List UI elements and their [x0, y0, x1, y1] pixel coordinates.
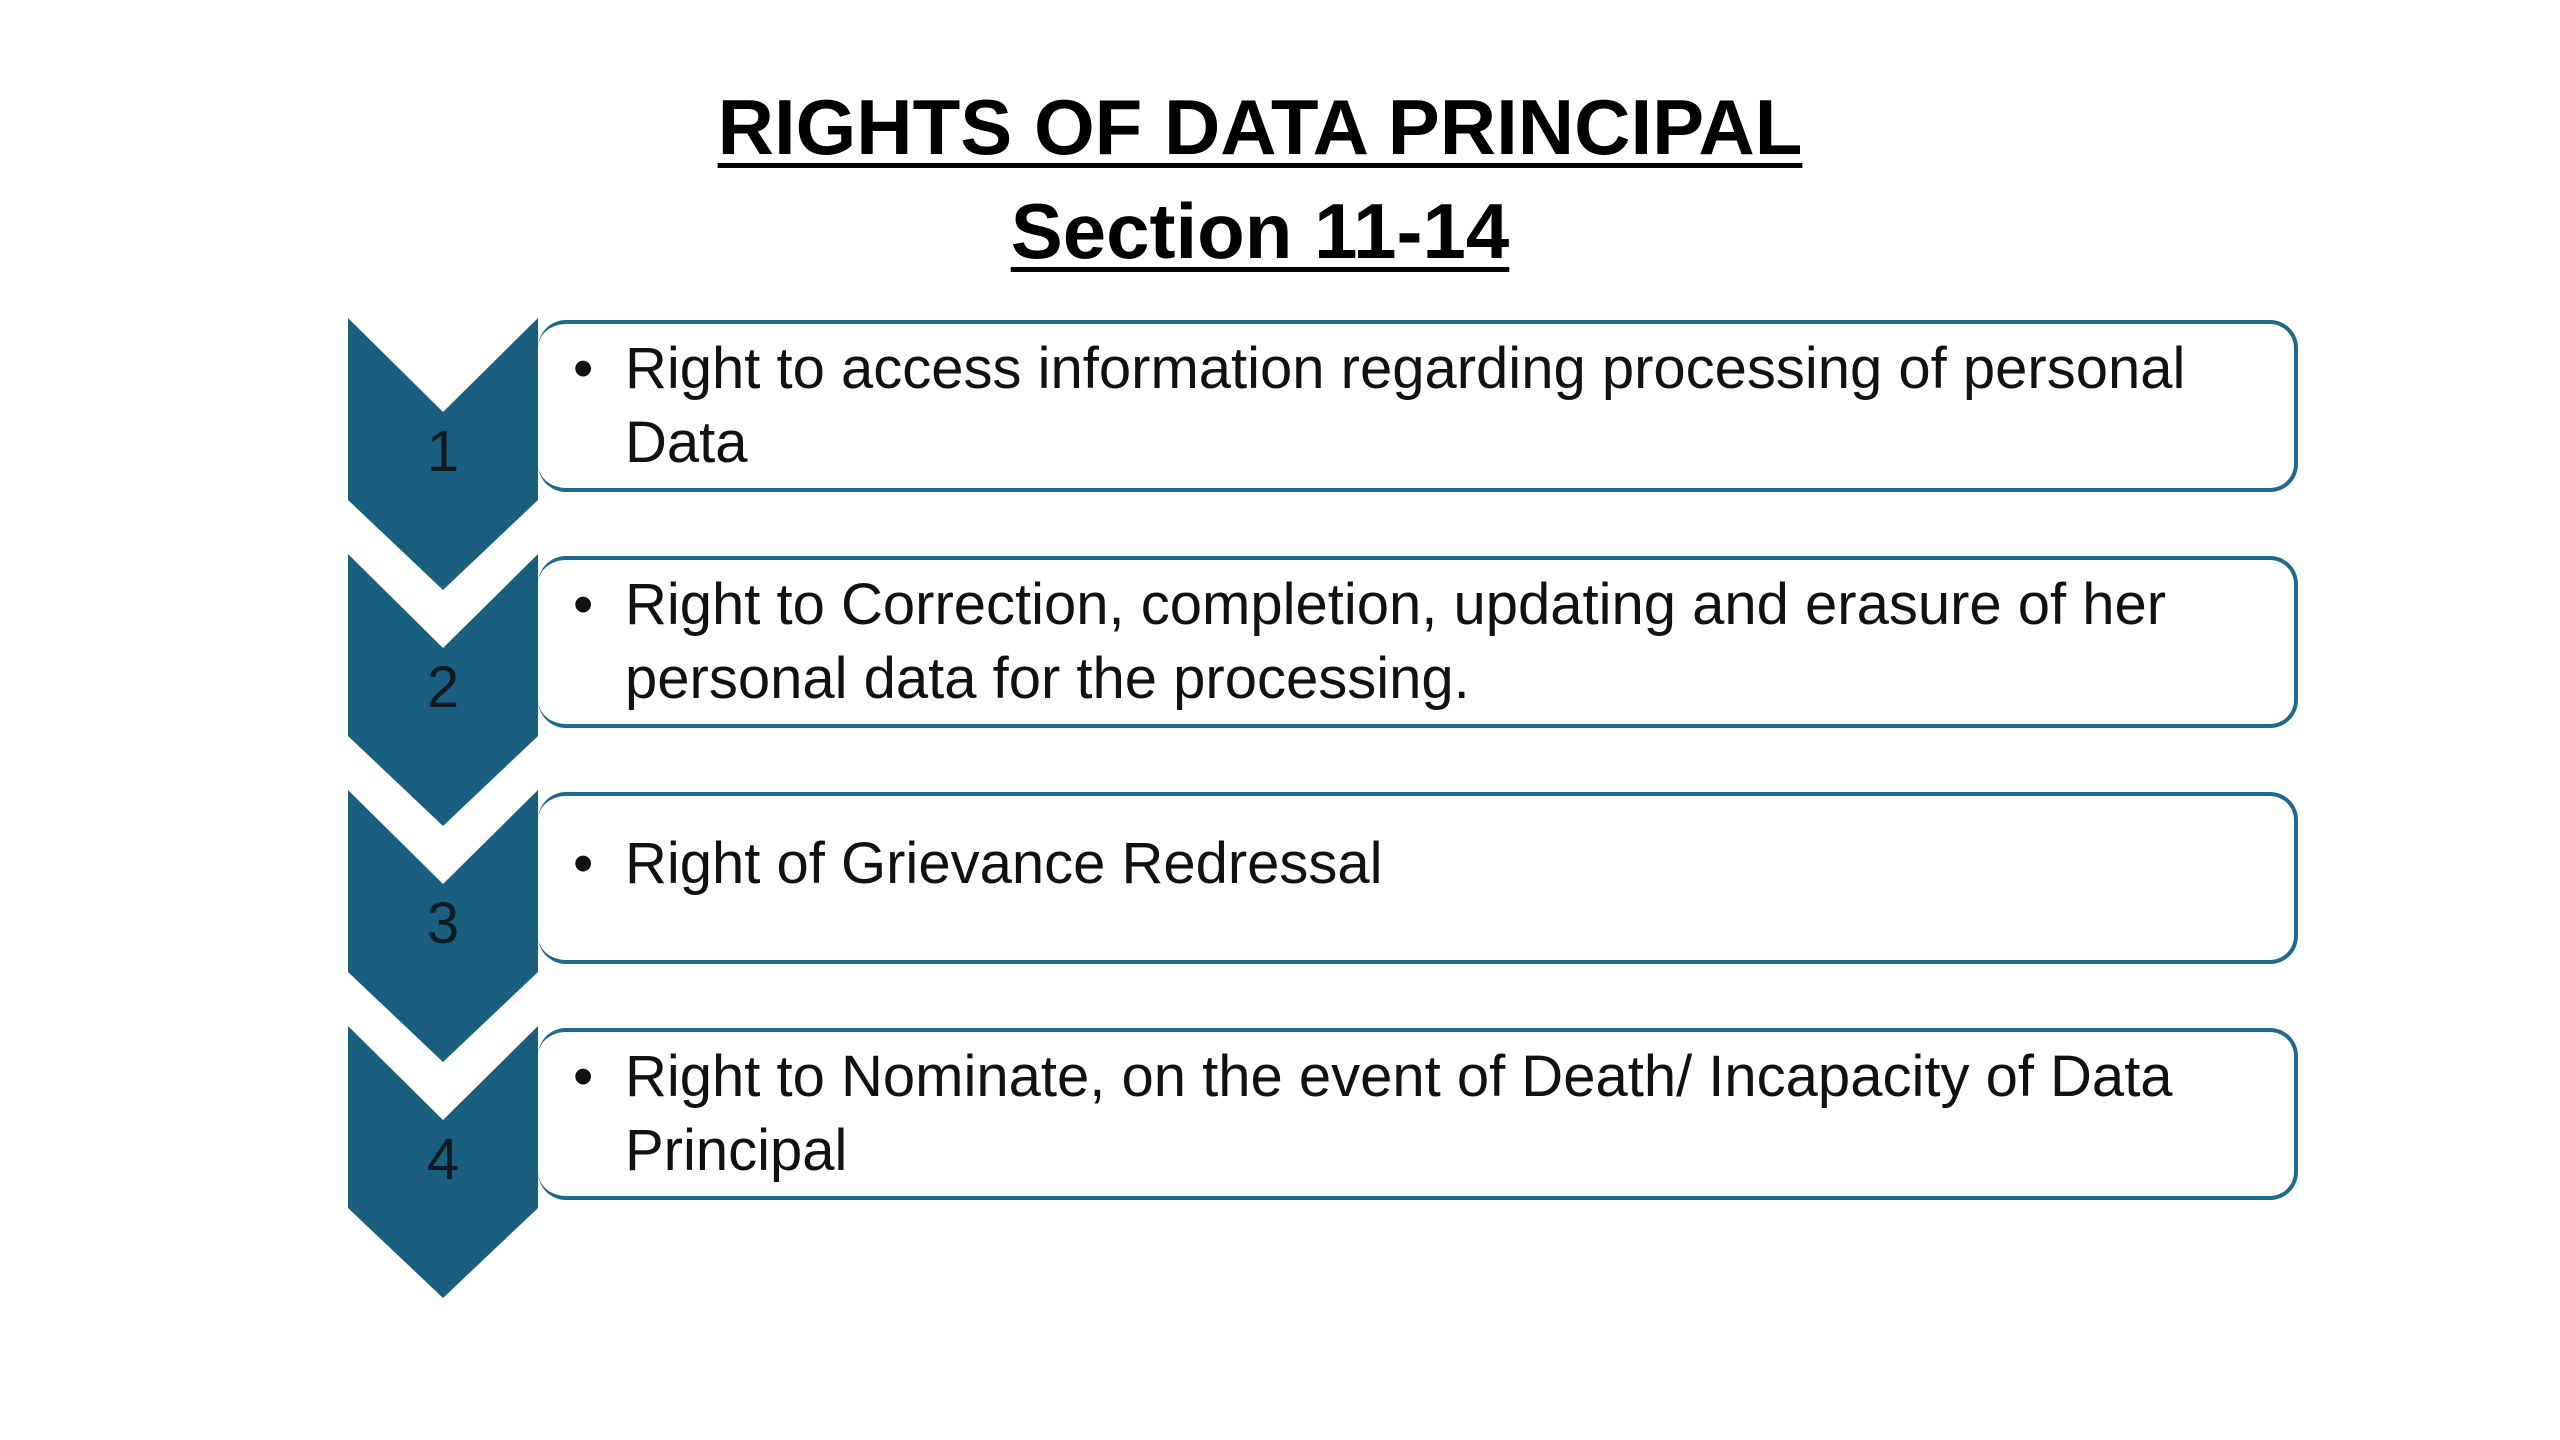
bullet-icon: • [573, 831, 594, 896]
step-number-2: 2 [426, 655, 460, 720]
step-box-3 [538, 792, 2298, 964]
step-text-wrap-3 [573, 827, 2265, 901]
step-text-2: Right to Correction, completion, updating and erasure of her personal data for the processing. [625, 572, 2167, 711]
step-box-1 [538, 320, 2298, 492]
step-box-2 [538, 556, 2298, 728]
step-text-wrap-1 [573, 332, 2265, 480]
step-text-4: Right to Nominate, on the event of Death/ Incapacity of Data Principal [625, 1044, 2173, 1183]
step-number-3: 3 [426, 891, 460, 956]
bullet-icon: • [573, 1044, 594, 1109]
step-text-wrap-2 [573, 568, 2265, 716]
bullet-icon: • [573, 572, 594, 637]
step-text-1: Right to access information regarding processing of personal Data [625, 336, 2186, 475]
slide-title: RIGHTS OF DATA PRINCIPAL [717, 83, 1803, 171]
step-text-wrap-4 [573, 1040, 2265, 1188]
slide-subtitle: Section 11-14 [1010, 187, 1510, 275]
step-number-4: 4 [426, 1127, 460, 1192]
bullet-icon: • [573, 336, 594, 401]
step-text-3: Right of Grievance Redressal [625, 831, 1383, 896]
step-box-4 [538, 1028, 2298, 1200]
step-number-1: 1 [426, 419, 460, 484]
